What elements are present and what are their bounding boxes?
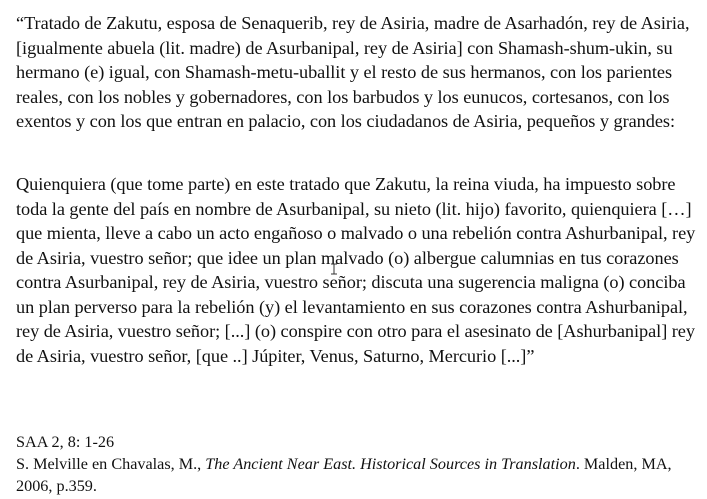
citation-title: The Ancient Near East. Historical Sources in Translation (205, 455, 576, 473)
bibliographic-citation (16, 453, 706, 497)
quote-paragraph-1: “Tratado de Zakutu, esposa de Senaquerib, rey de Asiria, madre de Asarhadón, rey de Asiria, [igualmente abuela (lit. madre) de Asurbanipal, rey de Asiria] con Shamash-shum-ukin, su hermano (e) igual, con Shamash-metu-uballit y el resto de sus hermanos, con los parientes reales, con los nobles y gobernadores, con los barbudos y los eunucos, cortesanos, con los exentos y con los que entran en palacio, con los ciudadanos de Asiria, pequeños y grandes: (16, 13, 690, 131)
citation-suffix: . Malden, MA, 2006, p.359. (16, 455, 672, 495)
quote-paragraph-2: Quienquiera (que tome parte) en este tratado que Zakutu, la reina viuda, ha impuesto sobre toda la gente del país en nombre de Asurbanipal, su nieto (lit. hijo) favorito, quienquiera […] que mienta, lleve a cabo un acto engañoso o malvado o una rebelión contra Ashurbanipal, rey de Asiria, vuestro señor; que idee un plan malvado (o) albergue calumnias en tus corazones contra Asurbanipal, rey de Asiria, vuestro señor; discuta una sugerencia maligna (o) conciba un plan perverso para la rebelión (y) el levantamiento en sus corazones contra Ashurbanipal, rey de Asiria, vuestro señor; [...] (o) conspire con otro para el asesinato de [Ashurbanipal] rey de Asiria, vuestro señor, [que ..] Júpiter, Venus, Saturno, Mercurio [...]” (16, 174, 696, 366)
citation-prefix: S. Melville en Chavalas, M., (16, 455, 206, 473)
text-cursor-icon (330, 263, 338, 275)
source-reference: SAA 2, 8: 1-26 (16, 433, 115, 451)
